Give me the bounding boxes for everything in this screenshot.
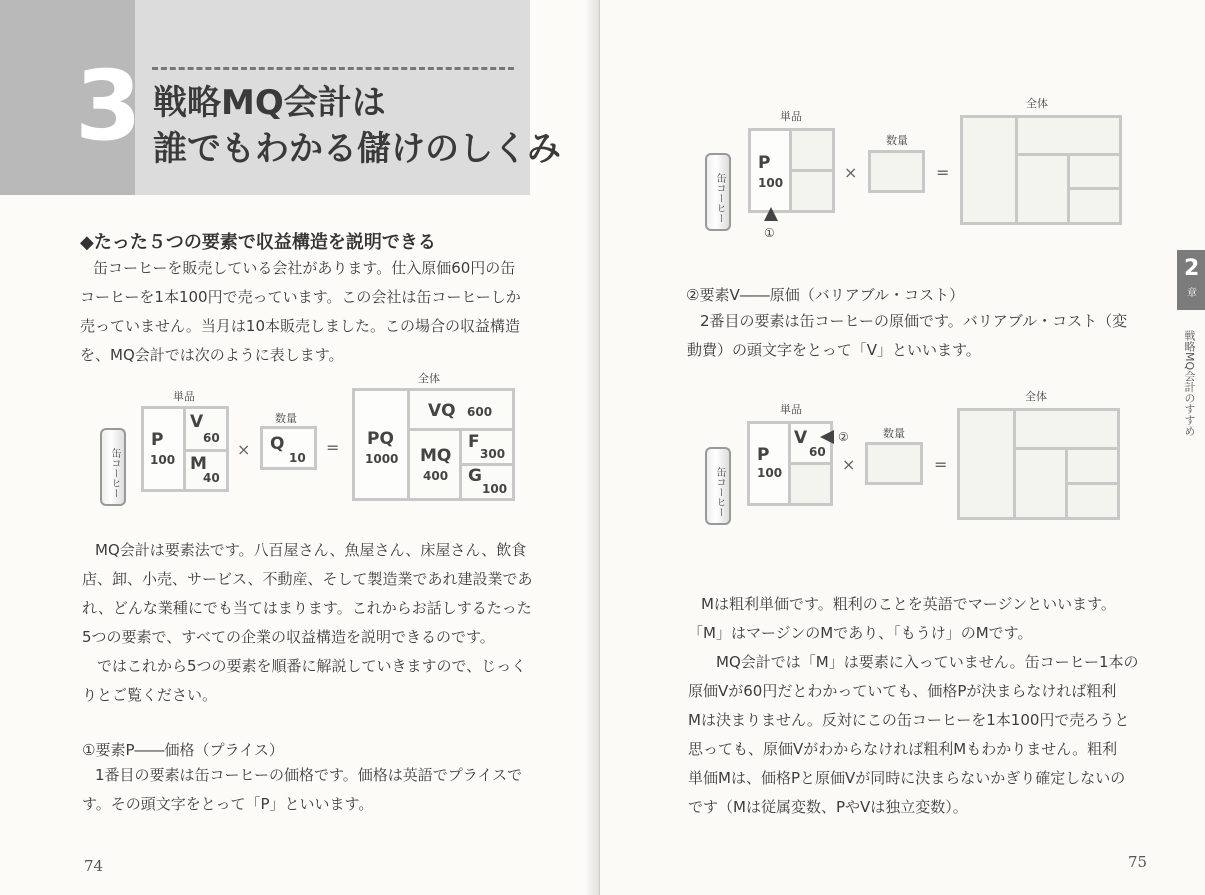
unit-label: 単品 xyxy=(173,390,195,403)
label-v: V xyxy=(190,412,204,432)
cell-blank xyxy=(789,128,835,172)
body-paragraph xyxy=(688,590,1139,822)
value-f: 300 xyxy=(480,447,506,461)
label-pq: PQ xyxy=(367,429,394,449)
label-p: P xyxy=(758,153,771,173)
qty-label: 数量 xyxy=(886,134,908,147)
can-label: 缶コーヒー xyxy=(714,173,725,223)
unit-label: 単品 xyxy=(780,110,802,123)
label-f: F xyxy=(468,432,480,452)
can-icon xyxy=(705,153,731,231)
cell-blank xyxy=(1065,447,1120,485)
can-label: 缶コーヒー xyxy=(714,467,725,517)
unit-label: 単品 xyxy=(780,403,802,416)
cell-blank xyxy=(789,169,835,213)
text-line: MQ会計では「M」は要素に入っていません。缶コーヒー1本の xyxy=(701,653,1139,671)
times-sign: × xyxy=(237,440,251,459)
cell-blank xyxy=(788,462,833,506)
cell-blank xyxy=(1065,482,1120,520)
intro-paragraph xyxy=(80,254,521,370)
total-label: 全体 xyxy=(418,372,440,385)
text-line: 思っても、原価Vがわからなければ粗利Mもわかりません。粗利 xyxy=(688,740,1118,758)
cell-blank xyxy=(1015,153,1070,225)
right-page xyxy=(600,0,1205,895)
value-m: 40 xyxy=(203,471,220,485)
chapter-number: 3 xyxy=(75,50,140,162)
chapter-tab-number: 2 xyxy=(1184,256,1200,281)
total-label: 全体 xyxy=(1025,390,1047,403)
text-line: す。その頭文字をとって「P」といいます。 xyxy=(82,795,374,813)
label-m: M xyxy=(190,454,207,474)
value-q: 10 xyxy=(289,451,306,465)
pointer-up-icon xyxy=(764,207,778,221)
cell-blank xyxy=(1067,187,1122,225)
value-g: 100 xyxy=(482,482,508,496)
cell-blank xyxy=(1013,447,1068,520)
left-page xyxy=(0,0,600,895)
can-icon xyxy=(100,428,126,506)
qty-box xyxy=(868,150,925,193)
text-line: Mは粗利単価です。粗利のことを英語でマージンといいます。 xyxy=(701,595,1116,613)
times-sign: × xyxy=(842,455,856,474)
chapter-tab xyxy=(1177,250,1205,310)
text-line: を、MQ会計では次のように表します。 xyxy=(80,346,344,364)
page-number-left: 74 xyxy=(84,857,104,875)
value-v: 60 xyxy=(809,445,826,459)
chapter-title-line2: 誰でもわかる儲けのしくみ xyxy=(153,129,561,169)
can-icon xyxy=(705,447,731,525)
label-vq: VQ xyxy=(428,401,456,421)
element-p-paragraph xyxy=(82,761,523,819)
qty-box xyxy=(865,442,923,485)
qty-label: 数量 xyxy=(883,427,905,440)
label-v: V xyxy=(794,428,808,448)
text-line: 「M」はマージンのMであり、「もうけ」のMです。 xyxy=(688,624,1033,642)
cell-blank xyxy=(1067,153,1122,190)
diagram-element-v xyxy=(700,385,1140,525)
value-v: 60 xyxy=(203,431,220,445)
equals-sign: = xyxy=(934,455,948,474)
text-line: 売っていません。当月は10本販売しました。この場合の収益構造 xyxy=(80,317,520,335)
chapter-tab-label: 章 xyxy=(1187,288,1197,299)
value-pq: 1000 xyxy=(365,452,399,466)
cell-blank xyxy=(1013,408,1120,450)
marker-2: ② xyxy=(838,430,849,444)
text-line: です（Mは従属変数、PやVは独立変数）。 xyxy=(688,798,968,816)
text-line: コーヒーを1本100円で売っています。この会社は缶コーヒーしか xyxy=(80,288,521,306)
label-p: P xyxy=(151,430,164,450)
times-sign: × xyxy=(844,163,858,182)
text-line: 原価Vが60円だとわかっていても、価格Pが決まらなければ粗利 xyxy=(688,682,1117,700)
value-p: 100 xyxy=(150,453,176,467)
text-line: りとご覧ください。 xyxy=(82,686,218,704)
text-line: 5つの要素で、すべての企業の収益構造を説明できるのです。 xyxy=(82,628,495,646)
qty-label: 数量 xyxy=(275,412,297,425)
pointer-left-icon xyxy=(820,430,834,444)
section-heading: ◆たった５つの要素で収益構造を説明できる xyxy=(80,232,436,253)
equals-sign: = xyxy=(936,163,950,182)
text-line: 缶コーヒーを販売している会社があります。仕入原価60円の缶 xyxy=(93,259,516,277)
chapter-title-line1: 戦略MQ会計は xyxy=(153,83,386,123)
page-number-right: 75 xyxy=(1128,853,1148,871)
diagram-element-p xyxy=(700,95,1140,245)
body-paragraph xyxy=(82,536,533,710)
label-p: P xyxy=(757,445,770,465)
running-title: 戦略MQ会計のすすめ xyxy=(1183,330,1196,437)
label-mq: MQ xyxy=(420,446,452,466)
total-label: 全体 xyxy=(1026,97,1048,110)
can-label: 缶コーヒー xyxy=(109,448,120,498)
text-line: MQ会計は要素法です。八百屋さん、魚屋さん、床屋さん、飲食 xyxy=(95,541,527,559)
cell-vq xyxy=(407,388,515,431)
header-dashed-rule xyxy=(152,67,514,70)
value-vq: 600 xyxy=(467,405,493,419)
text-line: 単価Mは、価格Pと原価Vが同時に決まらないかぎり確定しないの xyxy=(688,769,1126,787)
text-line: 動費）の頭文字をとって「V」といいます。 xyxy=(687,341,981,359)
chapter-title xyxy=(153,80,561,172)
equals-sign: = xyxy=(326,438,340,457)
text-line: れ、どんな業種にでも当てはまります。これからお話しするたった xyxy=(82,599,532,617)
text-line: 2番目の要素は缶コーヒーの原価です。バリアブル・コスト（変 xyxy=(700,312,1128,330)
value-p: 100 xyxy=(757,466,783,480)
cell-blank xyxy=(1015,115,1122,156)
text-line: 1番目の要素は缶コーヒーの価格です。価格は英語でプライスで xyxy=(95,766,523,784)
element-v-heading: ②要素V――原価（バリアブル・コスト） xyxy=(686,286,965,304)
text-line: 店、卸、小売、サービス、不動産、そして製造業であれ建設業であ xyxy=(82,570,533,588)
label-q: Q xyxy=(270,434,285,454)
text-line: ではこれから5つの要素を順番に解説していきますので、じっく xyxy=(82,657,527,675)
label-g: G xyxy=(468,466,482,486)
mq-diagram xyxy=(95,368,535,508)
value-p: 100 xyxy=(758,176,784,190)
value-mq: 400 xyxy=(423,469,449,483)
text-line: Mは決まりません。反対にこの缶コーヒーを1本100円で売ろうと xyxy=(688,711,1130,729)
marker-1: ① xyxy=(764,226,775,240)
element-v-paragraph xyxy=(687,307,1128,365)
element-p-heading: ①要素P――価格（プライス） xyxy=(82,741,284,759)
